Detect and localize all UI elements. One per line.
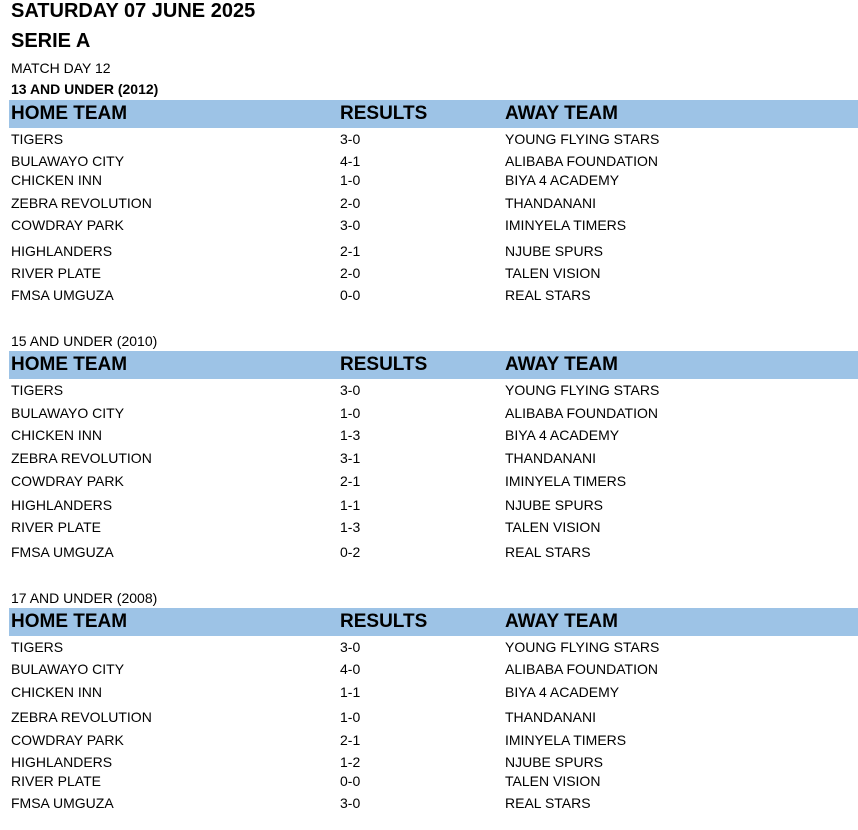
header-home-team: HOME TEAM xyxy=(11,103,128,124)
table-row: TIGERS 3-0 YOUNG FLYING STARS xyxy=(11,639,660,655)
table-header-u15 xyxy=(9,351,858,379)
table-row: COWDRAY PARK 3-0 IMINYELA TIMERS xyxy=(11,217,627,233)
table-row: RIVER PLATE 1-3 TALEN VISION xyxy=(11,519,601,535)
table-header-u17 xyxy=(9,608,858,636)
table-row: TIGERS 3-0 YOUNG FLYING STARS xyxy=(11,382,660,398)
table-row: TIGERS 3-0 YOUNG FLYING STARS xyxy=(11,131,660,147)
table-row: ZEBRA REVOLUTION 2-0 THANDANANI xyxy=(11,195,597,211)
header-results: RESULTS xyxy=(340,103,428,124)
table-row: HIGHLANDERS 1-1 NJUBE SPURS xyxy=(11,497,604,513)
header-away-team: AWAY TEAM xyxy=(505,103,618,124)
table-row: CHICKEN INN 1-1 BIYA 4 ACADEMY xyxy=(11,684,620,700)
table-row: FMSA UMGUZA 0-0 REAL STARS xyxy=(11,287,591,303)
match-day-label: MATCH DAY 12 xyxy=(11,60,111,76)
header-away-team: AWAY TEAM xyxy=(505,354,618,375)
table-header-u13 xyxy=(9,100,858,128)
header-results: RESULTS xyxy=(340,611,428,632)
table-row: FMSA UMGUZA 3-0 REAL STARS xyxy=(11,795,591,811)
table-row: CHICKEN INN 1-3 BIYA 4 ACADEMY xyxy=(11,427,620,443)
table-row: FMSA UMGUZA 0-2 REAL STARS xyxy=(11,544,591,560)
league-title: SERIE A xyxy=(11,30,91,52)
table-row: ZEBRA REVOLUTION 3-1 THANDANANI xyxy=(11,450,597,466)
table-row: CHICKEN INN 1-0 BIYA 4 ACADEMY xyxy=(11,172,620,188)
header-home-team: HOME TEAM xyxy=(11,611,128,632)
date-title: SATURDAY 07 JUNE 2025 xyxy=(11,0,256,22)
section-title-u17: 17 AND UNDER (2008) xyxy=(11,590,158,606)
table-row: COWDRAY PARK 2-1 IMINYELA TIMERS xyxy=(11,473,627,489)
table-row: HIGHLANDERS 2-1 NJUBE SPURS xyxy=(11,243,604,259)
table-row: RIVER PLATE 0-0 TALEN VISION xyxy=(11,773,601,789)
section-title-u13: 13 AND UNDER (2012) xyxy=(11,81,159,97)
table-row: BULAWAYO CITY 4-0 ALIBABA FOUNDATION xyxy=(11,661,658,677)
header-home-team: HOME TEAM xyxy=(11,354,128,375)
table-row: COWDRAY PARK 2-1 IMINYELA TIMERS xyxy=(11,732,627,748)
table-row: BULAWAYO CITY 4-1 ALIBABA FOUNDATION xyxy=(11,153,658,169)
table-row: BULAWAYO CITY 1-0 ALIBABA FOUNDATION xyxy=(11,405,658,421)
header-results: RESULTS xyxy=(340,354,428,375)
table-row: RIVER PLATE 2-0 TALEN VISION xyxy=(11,265,601,281)
header-away-team: AWAY TEAM xyxy=(505,611,618,632)
table-row: HIGHLANDERS 1-2 NJUBE SPURS xyxy=(11,754,604,770)
section-title-u15: 15 AND UNDER (2010) xyxy=(11,333,158,349)
table-row: ZEBRA REVOLUTION 1-0 THANDANANI xyxy=(11,709,597,725)
